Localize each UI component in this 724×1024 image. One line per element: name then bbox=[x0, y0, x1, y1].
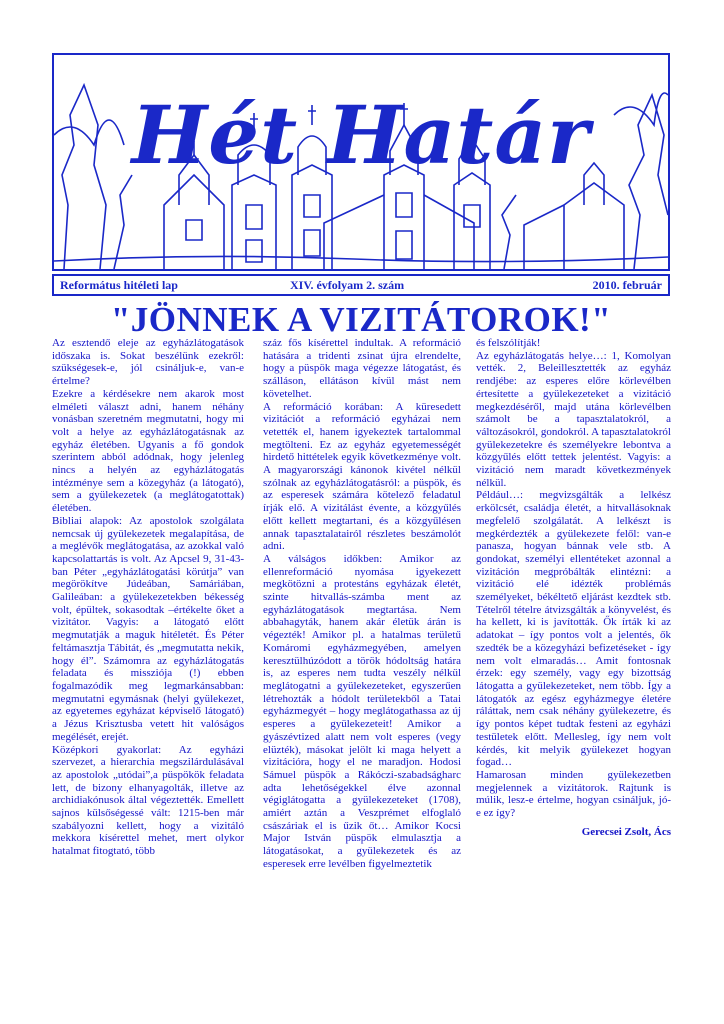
paragraph: Például…: megvizsgálták a lelkész erkölcsét, családja életét, a hitvallásoknak megfelelő szolgálatát. A lelkészt is megkérdezték a gyülekezete felől: van-e panasza, hogyan bánnak vele stb. A gondokat, személyi ellentéteket azonnal a vizitáción megpróbálták elintézni: a vizitáció elé idézték problémás személyeket, békéltető eljárást kezdtek stb. Tételről tételre átvizsgálták a könyvelést, és ha kellett, ki is javították. Ők írták ki az adatokat – így pontos volt a jelentés, ők szedték be a közegyházi befizetéseket - így nem volt elmaradás… Amit fontosnak érzek: egy személy, vagy egy bizottság látogatta a gyülekezeteket, nem több. Így a látogatók az egész egyházmegye életére ráláttak, nem csak néhány gyülekezetre, és így pontos képet tudtak festeni az egyházi testületek előtt. Mellesleg, így nem volt kérdés, kit melyik gyülekezet hogyan fogad… bbox=[476, 489, 671, 769]
publication-subtitle: Református hitéleti lap bbox=[60, 278, 178, 292]
masthead-banner bbox=[52, 53, 670, 271]
masthead-title: Hét Határ bbox=[131, 88, 591, 182]
issue-date: 2010. február bbox=[592, 278, 662, 292]
paragraph: A válságos időkben: Amikor az ellenreformáció nyomása igyekezett megkötözni a protestáns egyházak életét, szinte hitvallás-számba ment az egyházlátogatások megtartása. Nem abbahagyták, hanem akár életük árán is végezték! Amikor pl. a hatalmas területű Komáromi egyházmegyében, amelyen keresztülhúzódott a török hódoltság határa is, az esperes nem tudta veszély nélkül meglátogatni a gyülekezeteket, egyszerűen létrehozták a hódolt területekből a Tatai egyházmegyét – hogy meglátogathassa az új esperes a gyülekezeteit! Amikor a gyászévtized alatt nem volt esperes (vegy elüzték), másokat jelölt ki maga helyett a vizitációra, hogy el ne maradjon. Hodosi Sámuel püspök a Rákóczi-szabadságharc adta lehetőségekkel élve azonnal végiglátogatta a gyülekezeteket (1708), amiért aztán a Veszprémet elfoglaló császáriak el is űzik őt… Amikor Kocsi Major István püspök elmulasztja a látogatásokat, a gyülekezetek és az esperesek erre levélben figyelmeztetik bbox=[263, 552, 461, 870]
paragraph: Az esztendő eleje az egyházlátogatások időszaka is. Sokat beszélünk ezekről: szükségesek-e, jól csináljuk-e, van-e értelme? bbox=[52, 337, 244, 388]
paragraph: száz fős kísérettel indultak. A reformáció hatására a tridenti zsinat újra elrendelte, hogy a püspök maga végezze látogatást, és szálláson, ellátáson kívül mást nem követelhet. bbox=[263, 337, 461, 400]
paragraph: Bibliai alapok: Az apostolok szolgálata nemcsak új gyülekezetek megalapítása, de a meglévők meglátogatása, az azokkal való kapcsolattartás is volt. Az Apcsel 9, 31-43-ban Péter „egyházlátogatási körútja” van megörökítve Júdeában, Samáriában, Galileában: a gyülekezetekben békesség volt, épültek, sokasodtak –értékelte őket a vizitátor. Vagyis: a látogató előtt megmutatják a maguk hitéletét. És Péter feltámasztja Tábitát, és „megmutatta nekik, hogy él”. Számomra az egyházlátogatás feladata és missziója (!) ebben fogalmazódik meg legmarkánsabban: megmutatni egymásnak (helyi gyülekezet, az egyetemes egyházat képviselő látogató) a Jézus Krisztusba vetett hit valóságos megélését, erejét. bbox=[52, 514, 244, 743]
article-column-3 bbox=[476, 337, 671, 838]
paragraph: Középkori gyakorlat: Az egyházi szervezet, a hierarchia megszilárdulásával az apostolok „utódai”,a püspökök feladata lett, de bizony elhanyagolták, illetve az archidiakónusok által végeztették. Emellett sajnos külsőségessé vált: 1215-ben már szabályozni kellett, hogy a vizitáló mekkora kísérettel mehet, mert olykor hatalmat fitogtató, több bbox=[52, 743, 244, 858]
paragraph: és felszólítják! bbox=[476, 337, 541, 349]
paragraph: Ezekre a kérdésekre nem akarok most elméleti választ adni, hanem néhány vonásban szeretném megmutatni, hogy mi volt a helye az egyházlátogatásnak az egyház életében. Ugyanis a fő gondok szerintem abból adódnak, hogy jelenleg nincs a helyén az egyházlátogatás intézménye sem a közegyház (a látogató), sem a gyülekezetek (a meglátogatottak) életében. bbox=[52, 387, 244, 515]
paragraph: A reformáció korában: A küresedett vizitációt a reformáció egyházai nem vetették el, hanem igyekeztek tartalommal megtölteni. Ez az egyház egyetemességét hirdető hittételek egyik következménye volt. A magyarországi kánonok kivétel nélkül szólnak az egyházlátogatásról: a püspök, és az esperesek számára kötelező feladatul írják elő. A vizitálást évente, a közgyűlés előtt kellett megtartani, és a közgyűlésen annak tapasztalatairól részletes beszámolót adni. bbox=[263, 400, 461, 553]
paragraph: Az egyházlátogatás helye…: 1, Komolyan vették. 2, Beleillesztették az egyház rendjébe: az esperes előre körlevélben értesítette a gyülekezeteket a vizitáció megkezdéséről, majd utána körlevélben számolt be a tapasztalatokról, a változásokról, gondokról. A tapasztalatokról gyülekezetekre és személyekre lebontva a közgyűlés előtt tettek jelentést. Vagyis: a vizitáció nem maradt következmények nélkül. bbox=[476, 349, 671, 489]
issue-info-bar bbox=[52, 274, 670, 296]
article-column-1 bbox=[52, 337, 244, 858]
article-headline: "JÖNNEK A VIZITÁTOROK!" bbox=[110, 300, 612, 339]
issue-number: XIV. évfolyam 2. szám bbox=[290, 278, 405, 292]
paragraph: Hamarosan minden gyülekezetben megjelennek a vizitátorok. Rajtunk is múlik, lesz-e értelme, hogyan csináljuk, jó-e ez így? bbox=[476, 768, 671, 820]
author-signature: Gerecsei Zsolt, Ács bbox=[581, 825, 671, 838]
article-column-2 bbox=[263, 337, 461, 871]
